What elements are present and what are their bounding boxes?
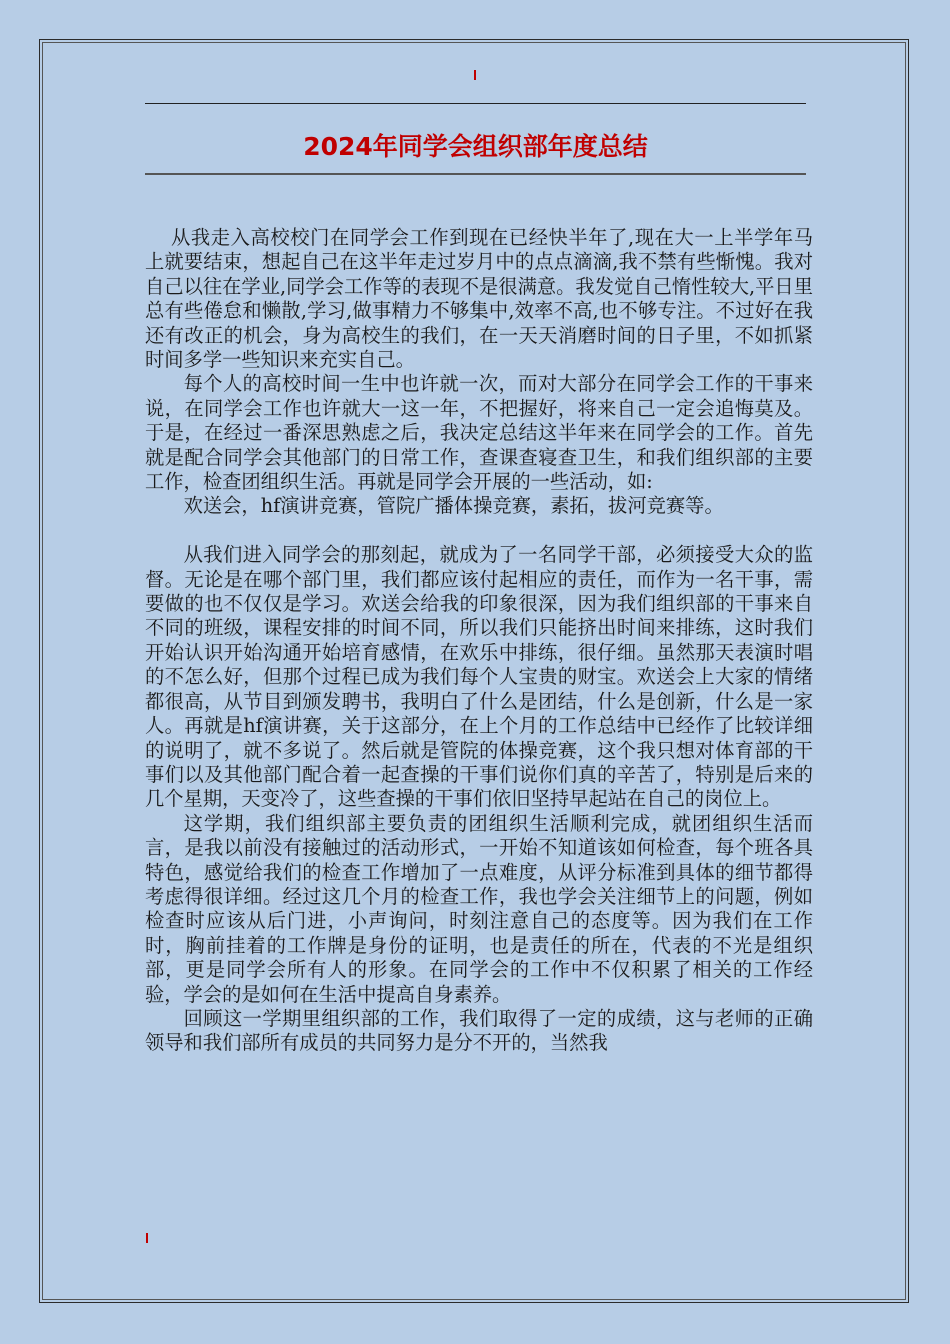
title-rule [145, 173, 806, 175]
paragraph: 从我们进入同学会的那刻起，就成为了一名同学干部，必须接受大众的监督。无论是在哪个部门里，我们都应该付起相应的责任，而作为一名干事，需要做的也不仅仅是学习。欢送会给我的印象很深，因为我们组织部的干事来自不同的班级，课程安排的时间不同，所以我们只能挤出时间来排练，这时我们开始认识开始沟通开始培育感情，在欢乐中排练，很仔细。虽然那天表演时唱的不怎么好，但那个过程已成为我们每个人宝贵的财宝。欢送会上大家的情绪都很高，从节目到颁发聘书，我明白了什么是团结，什么是创新，什么是一家人。再就是hf演讲赛，关于这部分，在上个月的工作总结中已经作了比较详细的说明了，就不多说了。然后就是管院的体操竞赛，这个我只想对体育部的干事们以及其他部门配合着一起查操的干事们说你们真的辛苦了，特别是后来的几个星期，天变冷了，这些查操的干事们依旧坚持早起站在自己的岗位上。 [145, 543, 813, 811]
header-mark [474, 70, 476, 80]
footer-mark [146, 1233, 148, 1243]
document-title: 2024年同学会组织部年度总结 [303, 132, 648, 161]
paragraph: 每个人的高校时间一生中也许就一次，而对大部分在同学会工作的干事来说，在同学会工作也许就大一这一年，不把握好，将来自己一定会追悔莫及。于是，在经过一番深思熟虑之后，我决定总结这半年来在同学会的工作。首先就是配合同学会其他部门的日常工作，查课查寝查卫生，和我们组织部的主要工作，检查团组织生活。再就是同学会开展的一些活动，如: [145, 372, 813, 494]
paragraph: 回顾这一学期里组织部的工作，我们取得了一定的成绩，这与老师的正确领导和我们部所有成员的共同努力是分不开的，当然我 [145, 1006, 813, 1055]
document-body [145, 226, 813, 1056]
paragraph: 这学期，我们组织部主要负责的团组织生活顺利完成，就团组织生活而言，是我以前没有接触过的活动形式，一开始不知道该如何检查，每个班各具特色，感觉给我们的检查工作增加了一点难度，从评分标准到具体的细节都得考虑得很详细。经过这几个月的检查工作，我也学会关注细节上的问题，例如检查时应该从后门进，小声询问，时刻注意自己的态度等。因为我们在工作时，胸前挂着的工作牌是身份的证明，也是责任的所在，代表的不光是组织部，更是同学会所有人的形象。在同学会的工作中不仅积累了相关的工作经验，学会的是如何在生活中提高自身素养。 [145, 811, 813, 1006]
paragraph: 从我走入高校校门在同学会工作到现在已经快半年了,现在大一上半学年马上就要结束，想起自己在这半年走过岁月中的点点滴滴,我不禁有些惭愧。我对自己以往在学业,同学会工作等的表现不是很满意。我发觉自己惰性较大,平日里总有些倦怠和懒散,学习,做事精力不够集中,效率不高,也不够专注。不过好在我还有改正的机会，身为高校生的我们，在一天天消磨时间的日子里，不如抓紧时间多学一些知识来充实自己。 [145, 226, 813, 372]
header-rule [145, 103, 806, 104]
paragraph: 欢送会，hf演讲竞赛，管院广播体操竞赛，素拓，拔河竞赛等。 [183, 494, 724, 518]
blank-line [145, 519, 813, 543]
